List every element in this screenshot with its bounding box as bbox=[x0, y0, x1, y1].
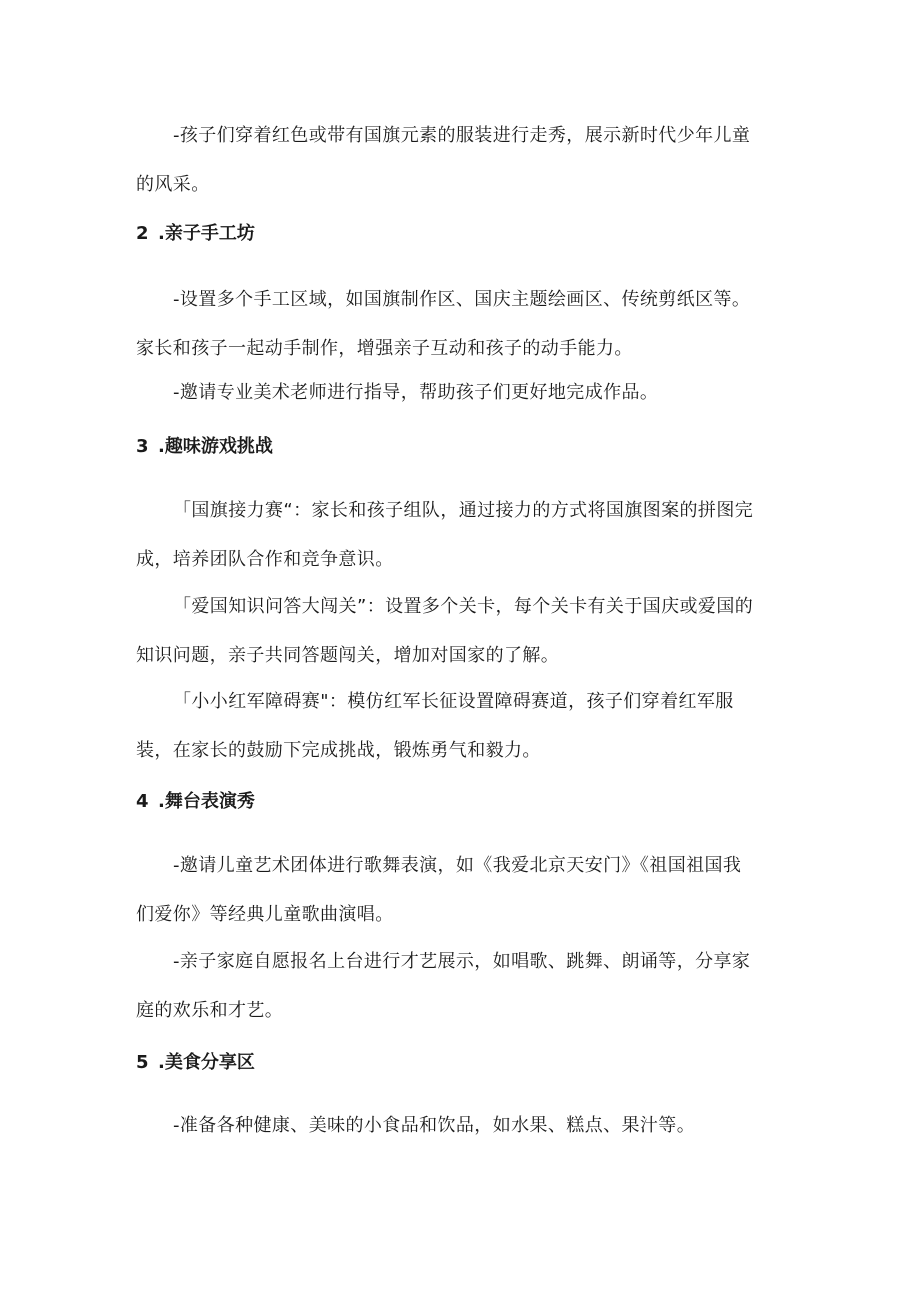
section-number: 2 bbox=[136, 223, 149, 244]
paragraph-line: -邀请儿童艺术团体进行歌舞表演，如《我爱北京天安门》《祖国祖国我 bbox=[173, 855, 742, 876]
paragraph-snacks bbox=[136, 1101, 776, 1150]
paragraph-line: 「爱国知识问答大闯关”：设置多个关卡，每个关卡有关于国庆或爱国的 bbox=[173, 596, 754, 617]
paragraph-line: 装，在家长的鼓励下完成挑战，锻炼勇气和毅力。 bbox=[136, 740, 541, 761]
paragraph-knowledge-quiz bbox=[136, 582, 776, 680]
paragraph-line: 的风采。 bbox=[136, 174, 210, 195]
paragraph-obstacle-race bbox=[136, 677, 776, 775]
paragraph-line: 知识问题，亲子共同答题闯关，增加对国家的了解。 bbox=[136, 645, 560, 666]
paragraph-line: 庭的欢乐和才艺。 bbox=[136, 1000, 284, 1021]
section-number: 5 bbox=[136, 1052, 149, 1073]
paragraph-line: 家长和孩子一起动手制作，增强亲子互动和孩子的动手能力。 bbox=[136, 338, 633, 359]
paragraph-line: 「国旗接力赛“：家长和孩子组队，通过接力的方式将国旗图案的拼图完 bbox=[173, 500, 754, 521]
paragraph-handcraft-areas bbox=[136, 275, 776, 373]
section-title: .亲子手工坊 bbox=[158, 223, 255, 244]
paragraph-talent-show bbox=[136, 937, 776, 1035]
section-title: .美食分享区 bbox=[158, 1052, 255, 1073]
paragraph-line: -孩子们穿着红色或带有国旗元素的服装进行走秀，展示新时代少年儿童 bbox=[173, 125, 751, 146]
paragraph-line: 们爱你》等经典儿童歌曲演唱。 bbox=[136, 904, 394, 925]
paragraph-line: -亲子家庭自愿报名上台进行才艺展示，如唱歌、跳舞、朗诵等，分享家 bbox=[173, 951, 751, 972]
section-number: 3 bbox=[136, 436, 149, 457]
section-heading-stage bbox=[136, 789, 255, 815]
paragraph-line: -设置多个手工区域，如国旗制作区、国庆主题绘画区、传统剪纸区等。 bbox=[173, 289, 751, 310]
section-number: 4 bbox=[136, 791, 149, 812]
paragraph-line: -准备各种健康、美味的小食品和饮品，如水果、糕点、果汁等。 bbox=[173, 1115, 696, 1136]
paragraph-flag-relay bbox=[136, 486, 776, 584]
paragraph-art-teacher bbox=[136, 368, 776, 417]
section-heading-food bbox=[136, 1050, 255, 1076]
paragraph-song-dance bbox=[136, 841, 776, 939]
paragraph-fashion-show bbox=[136, 111, 776, 209]
paragraph-line: 成，培养团队合作和竞争意识。 bbox=[136, 549, 394, 570]
section-title: .趣味游戏挑战 bbox=[158, 436, 273, 457]
section-heading-games bbox=[136, 434, 273, 460]
paragraph-line: -邀请专业美术老师进行指导，帮助孩子们更好地完成作品。 bbox=[173, 382, 659, 403]
section-heading-handcraft bbox=[136, 221, 255, 247]
paragraph-line: 「小小红军障碍赛"：模仿红军长征设置障碍赛道，孩子们穿着红军服 bbox=[173, 691, 734, 712]
section-title: .舞台表演秀 bbox=[158, 791, 255, 812]
